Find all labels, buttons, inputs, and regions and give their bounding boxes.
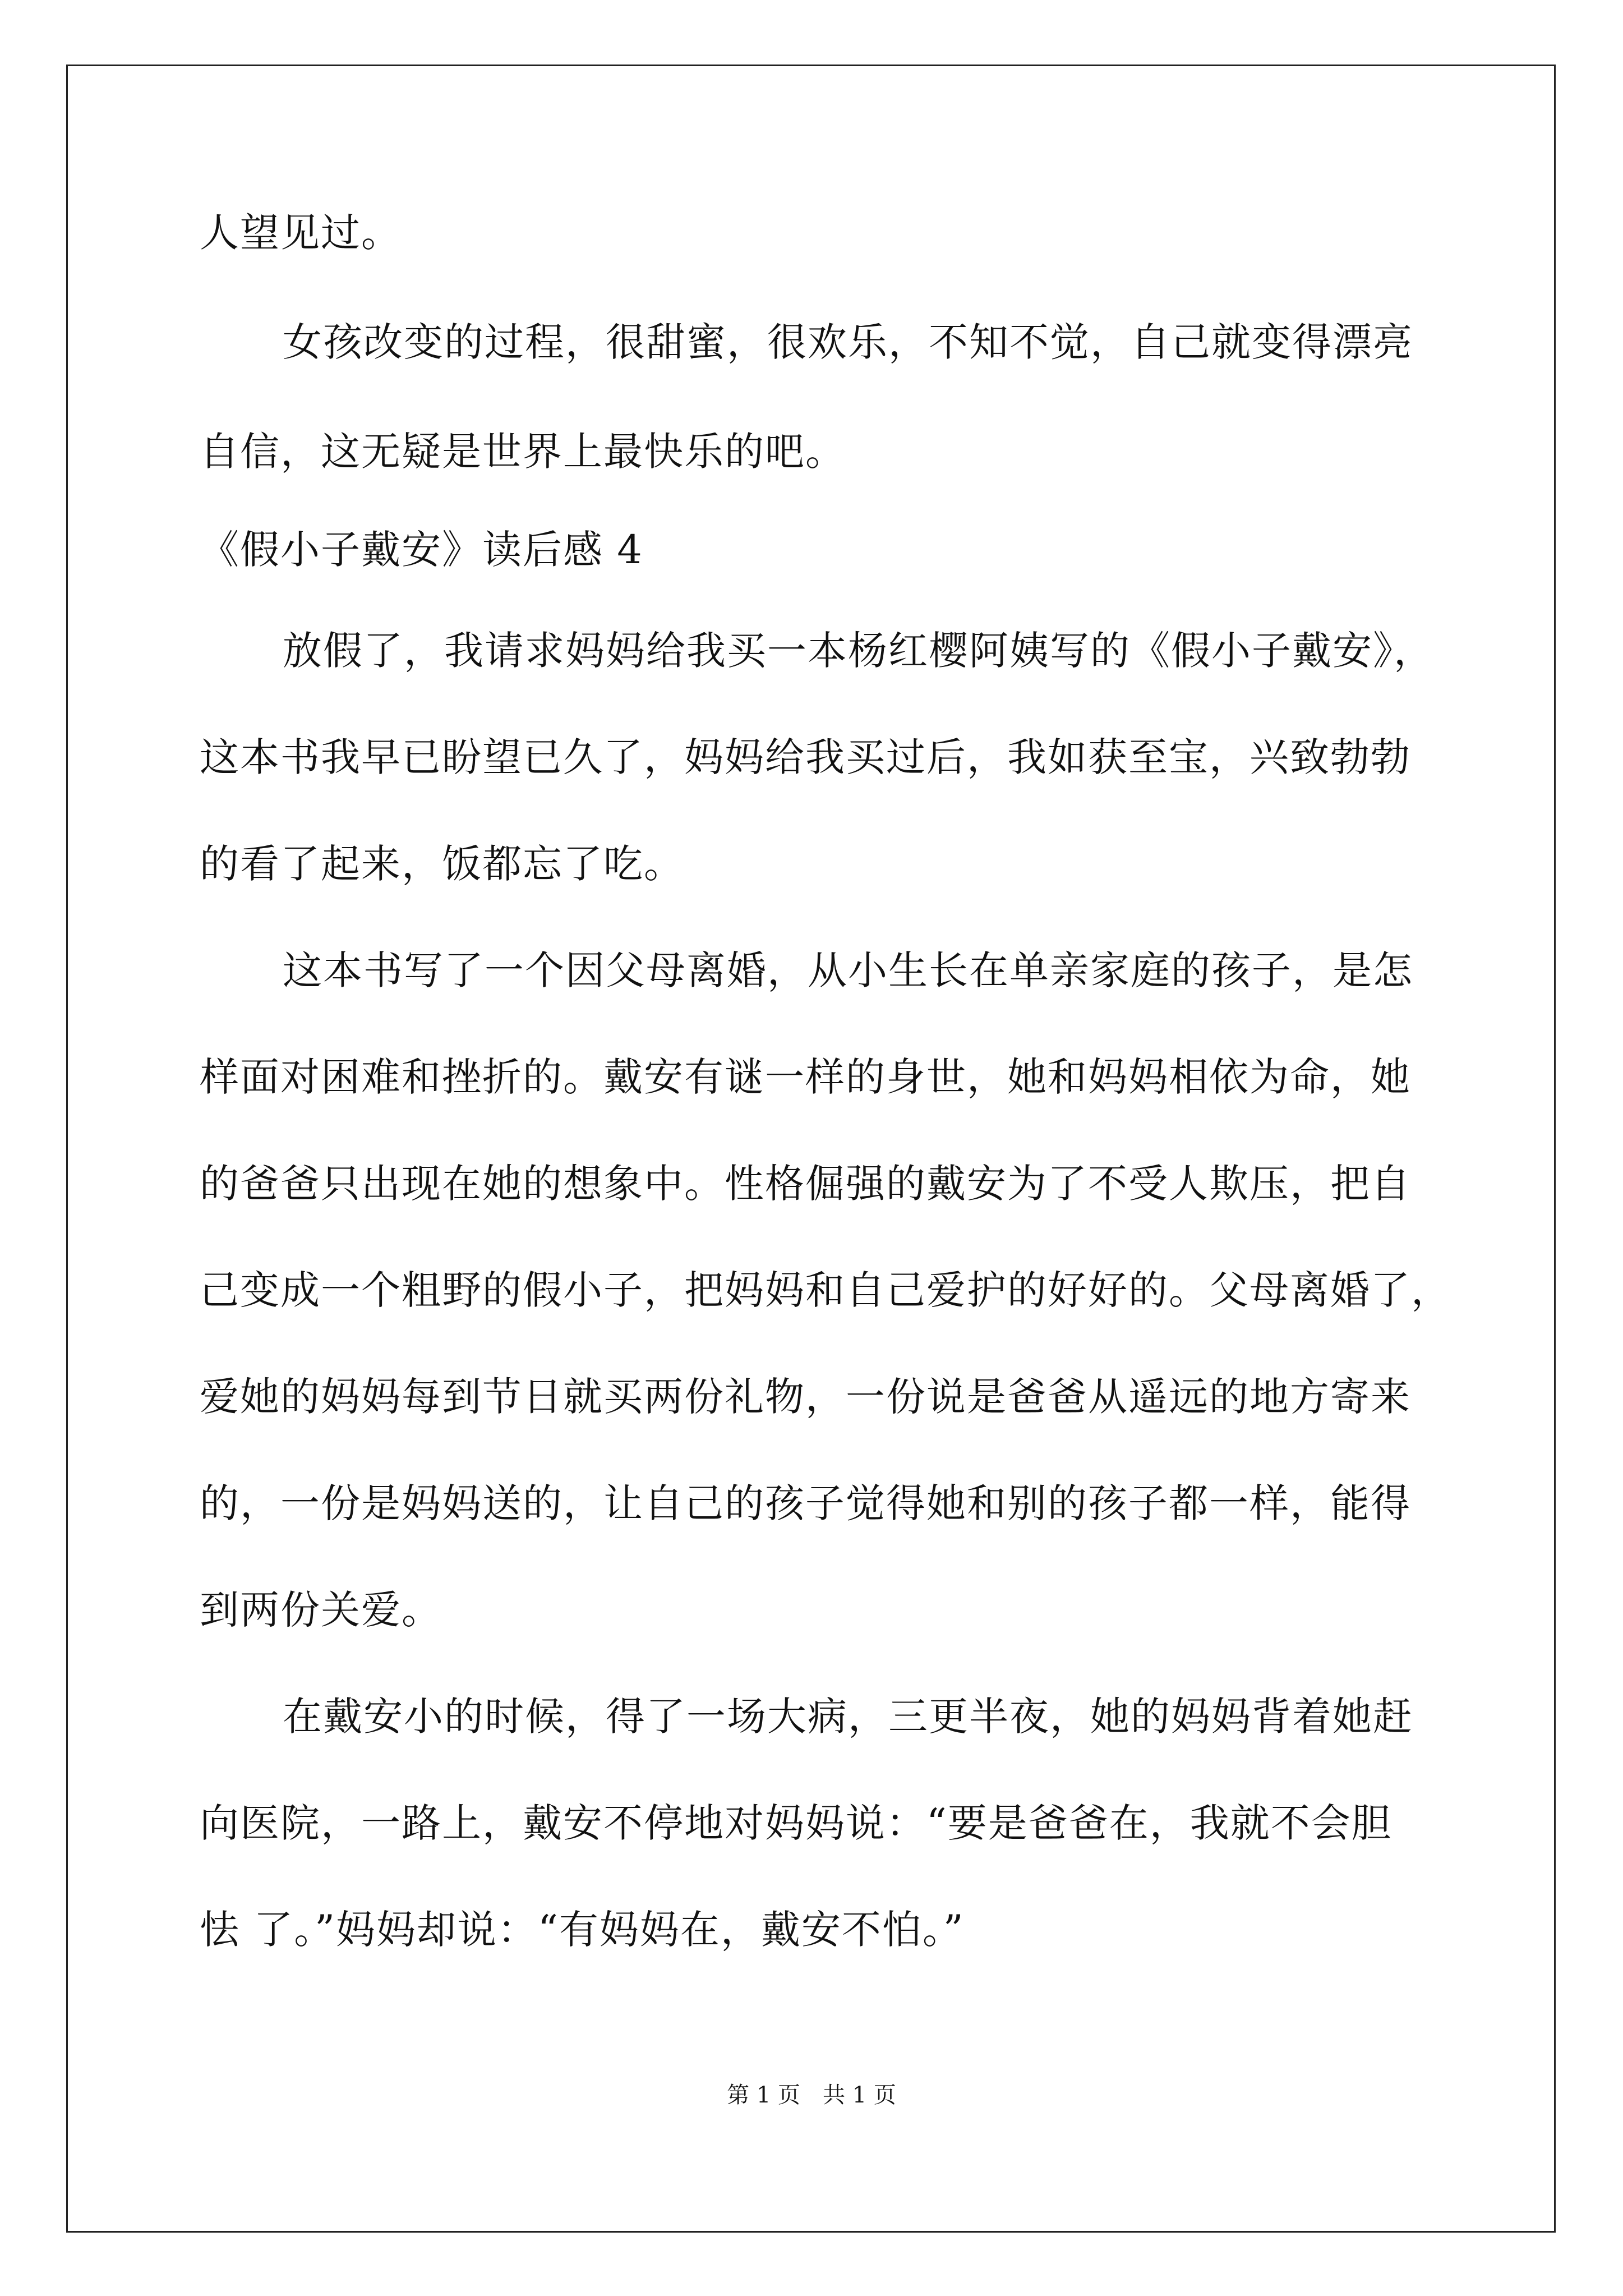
paragraph-first-line: 在戴安小的时候，得了一场大病，三更半夜，她的妈妈背着她赶 [283,1694,1413,1740]
text-line: 到两份关爱。 [200,1587,442,1633]
paragraph-first-line: 放假了，我请求妈妈给我买一本杨红樱阿姨写的《假小子戴安》， [283,628,1434,674]
text-line: 向医院，一路上，戴安不停地对妈妈说：“要是爸爸在，我就不会胆 [200,1800,1392,1846]
text-line: 己变成一个粗野的假小子，把妈妈和自己爱护的好好的。父母离婚了， [200,1267,1451,1313]
text-line: 爱她的妈妈每到节日就买两份礼物，一份说是爸爸从遥远的地方寄来 [200,1374,1411,1420]
text-line: 这本书我早已盼望已久了，妈妈给我买过后，我如获至宝，兴致勃勃 [200,734,1411,780]
text-line: 的，一份是妈妈送的，让自己的孩子觉得她和别的孩子都一样，能得 [200,1480,1411,1526]
paragraph-first-line: 女孩改变的过程，很甜蜜，很欢乐，不知不觉，自己就变得漂亮 [283,319,1413,365]
page-number-footer: 第 1 页 共 1 页 [727,2082,896,2108]
text-line: 人望见过。 [200,210,402,256]
text-line: 的看了起来，饭都忘了吃。 [200,841,684,887]
text-line: 样面对困难和挫折的。戴安有谜一样的身世，她和妈妈相依为命，她 [200,1054,1411,1100]
paragraph-first-line: 这本书写了一个因父母离婚，从小生长在单亲家庭的孩子，是怎 [283,947,1413,993]
text-line: 怯 了。”妈妈却说：“有妈妈在，戴安不怕。” [200,1907,965,1953]
section-heading: 《假小子戴安》读后感 4 [200,527,643,573]
text-line: 的爸爸只出现在她的想象中。性格倔强的戴安为了不受人欺压，把自 [200,1161,1411,1207]
text-line: 自信，这无疑是世界上最快乐的吧。 [200,429,846,475]
